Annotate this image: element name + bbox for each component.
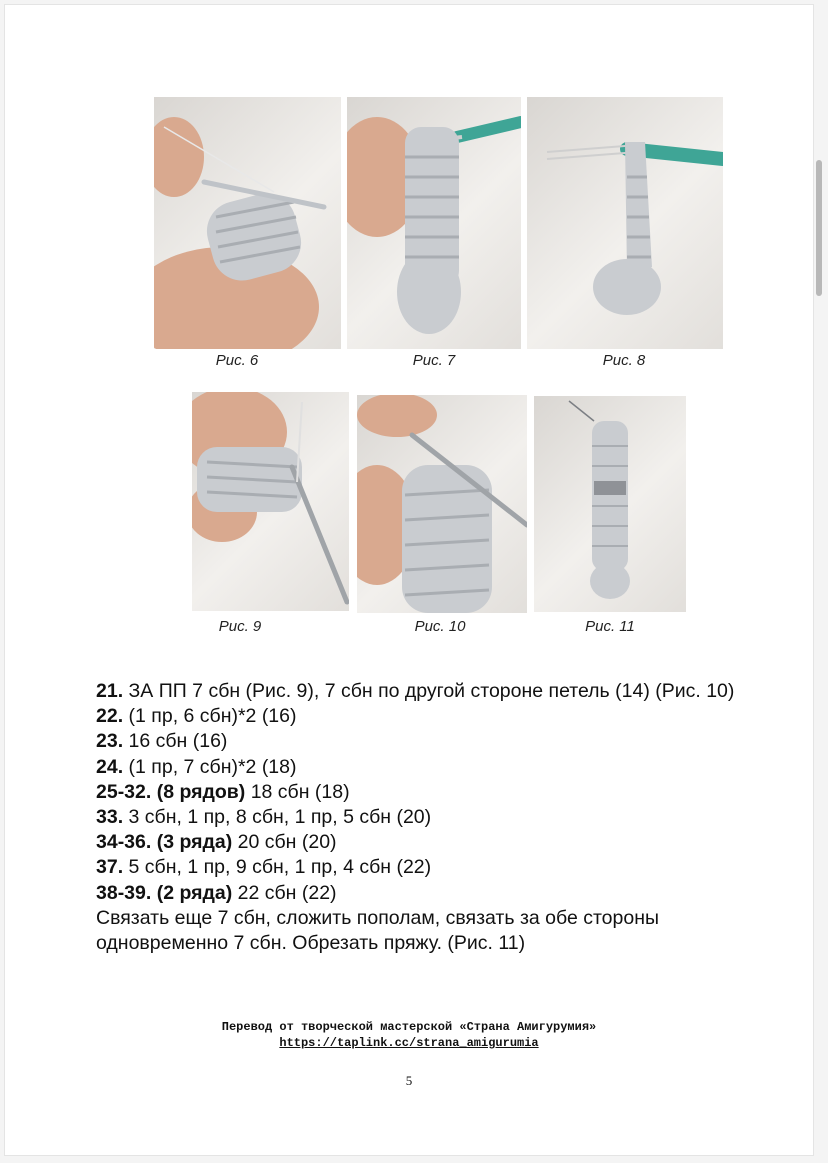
crochet-photo-7 [347,97,521,349]
crochet-photo-6 [154,97,341,349]
figure-caption-6: Рис. 6 [215,352,259,369]
instruction-row-22: 22. (1 пр, 6 сбн)*2 (16) [96,705,297,728]
crochet-photo-9 [192,392,349,611]
figure-photo-7 [347,97,521,349]
instruction-row-25-32: 25-32. (8 рядов) 18 сбн (18) [96,780,350,803]
instruction-row-24: 24. (1 пр, 7 сбн)*2 (18) [96,755,297,778]
instruction-closing: Связать еще 7 сбн, сложить пополам, связать за обе стороны одновременно 7 сбн. Обрезать пряжу. (Рис. 11) [96,906,659,955]
figure-photo-11 [534,396,686,612]
pattern-instructions [96,679,756,956]
figure-caption-9: Рис. 9 [218,618,262,635]
translation-credit: Перевод от творческой мастерской «Страна Амигурумия» [221,1020,597,1034]
figure-caption-11: Рис. 11 [585,618,635,635]
figure-photo-8 [527,97,723,349]
figure-photo-6 [154,97,341,349]
instruction-row-34-36: 34-36. (3 ряда) 20 сбн (20) [96,831,337,854]
figure-caption-10: Рис. 10 [414,618,466,635]
crochet-photo-11 [534,396,686,612]
crochet-photo-10 [357,395,527,613]
instruction-row-23: 23. 16 сбн (16) [96,730,228,753]
credit-link[interactable]: https://taplink.cc/strana_amigurumia [279,1036,539,1050]
instruction-row-33: 33. 3 сбн, 1 пр, 8 сбн, 1 пр, 5 сбн (20) [96,806,432,829]
figure-photo-10 [357,395,527,613]
crochet-photo-8 [527,97,723,349]
scrollbar-thumb[interactable] [816,160,822,296]
document-page [4,4,814,1156]
figure-caption-7: Рис. 7 [412,352,456,369]
instruction-row-37: 37. 5 сбн, 1 пр, 9 сбн, 1 пр, 4 сбн (22) [96,856,432,879]
instruction-row-21: 21. ЗА ПП 7 сбн (Рис. 9), 7 сбн по другой стороне петель (14) (Рис. 10) [96,680,735,702]
instruction-row-38-39: 38-39. (2 ряда) 22 сбн (22) [96,881,337,904]
page-number: 5 [405,1073,413,1088]
figure-caption-8: Рис. 8 [602,352,646,369]
figure-photo-9 [192,392,349,611]
